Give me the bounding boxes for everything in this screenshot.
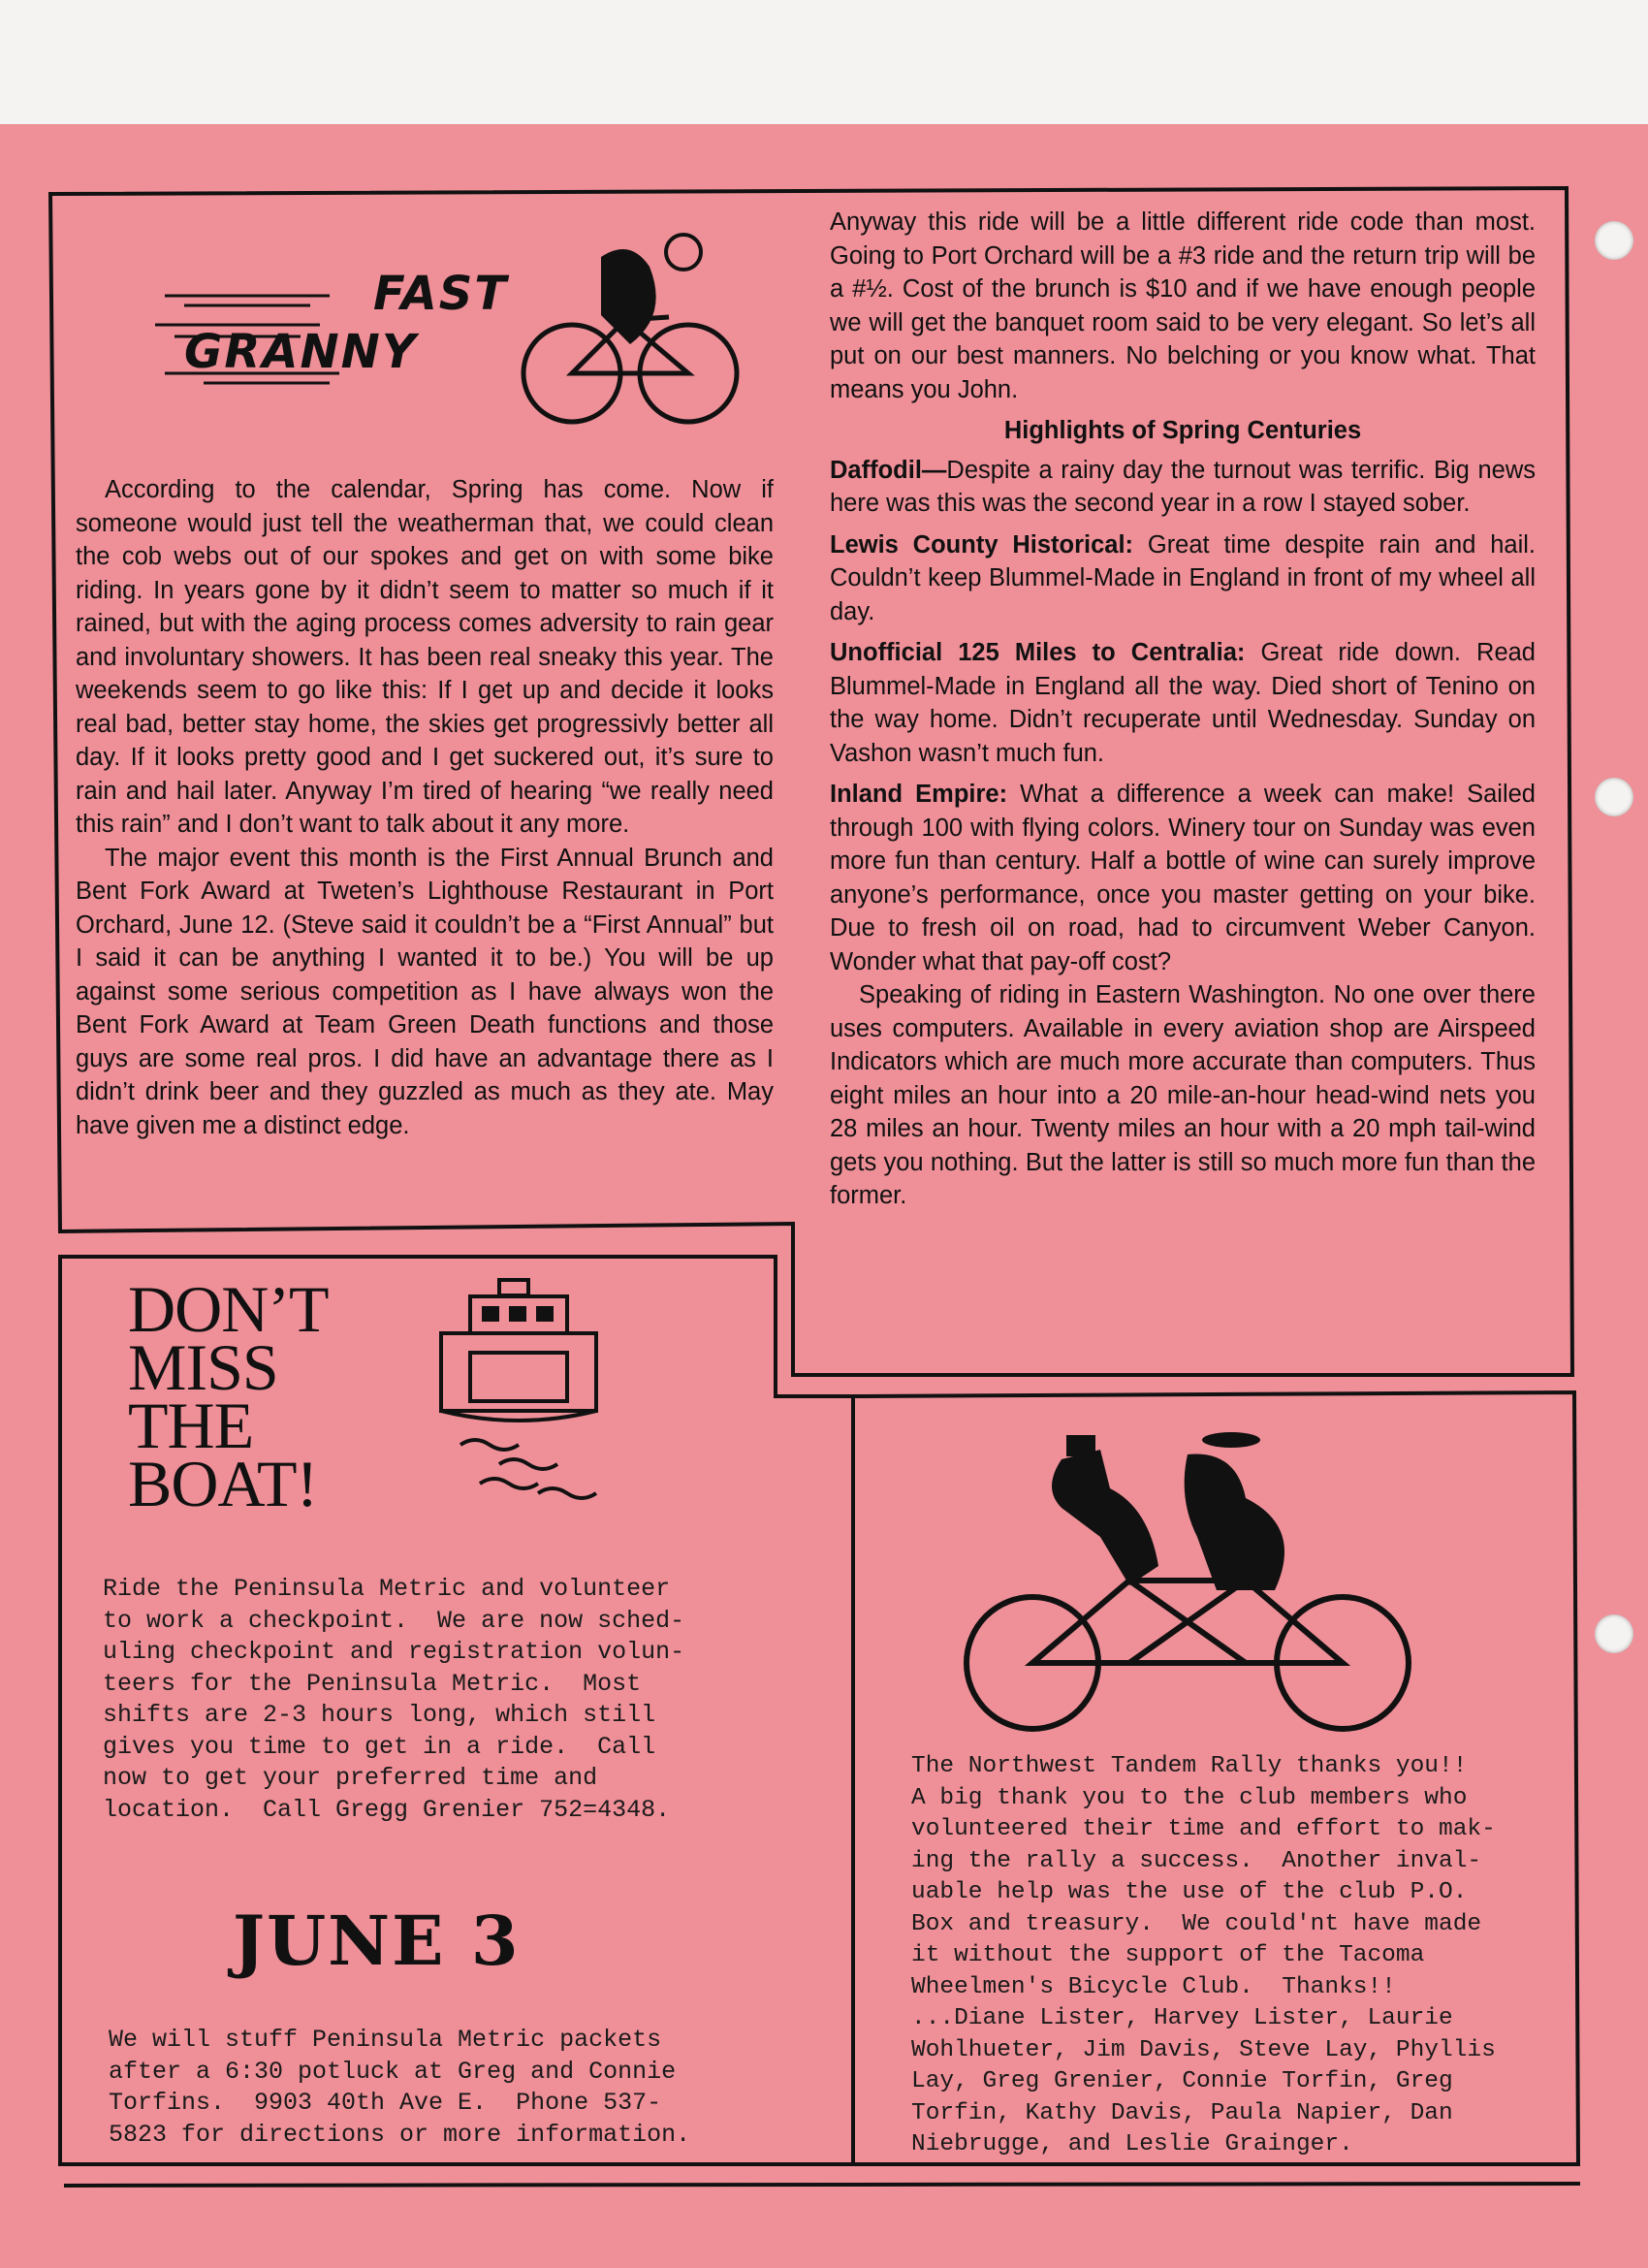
right-intro: Anyway this ride will be a little different ride code than most. Going to Port Orchard will be a #3 ride and the return trip will be a #½. Cost of the brunch is $10 and if we have enough people we will get the banquet room said to be very elegant. So let’s all put on our best manners. No belching or you know what. That means you John.	[830, 208, 1536, 403]
right-article	[830, 206, 1536, 1213]
tandem-bicycle-icon	[955, 1421, 1440, 1741]
boat-headline-line: DON’T	[128, 1272, 329, 1346]
boat-headline-line: MISS	[128, 1330, 278, 1404]
left-article	[76, 473, 774, 1142]
ferry-boat-icon	[431, 1275, 616, 1508]
logo-word-granny: GRANNY	[184, 325, 418, 379]
boat-headline	[128, 1272, 329, 1520]
logo-word-fast: FAST	[373, 267, 509, 321]
highlight-name: Inland Empire:	[830, 781, 1008, 808]
rider-silhouette	[601, 249, 656, 344]
june-3-heading: JUNE 3	[233, 1901, 521, 1981]
left-paragraph: The major event this month is the First Annual Brunch and Bent Fork Award at Tweten’s Lighthouse Restaurant in Port Orchard, June 12. (Steve said it couldn’t be a “First Annual” but I said it can be anything I wanted it to be.) You will be up against some serious competition as I have always won the Bent Fork Award at Team Green Death functions and those guys are some real pros. I did have an advantage there as I didn’t drink beer and they guzzled as much as they ate. May have given me a distinct edge.	[76, 844, 774, 1139]
rear-rider-silhouette	[1185, 1454, 1284, 1590]
highlight-name: Lewis County Historical:	[830, 530, 1134, 559]
tandem-thanks-text: The Northwest Tandem Rally thanks you!! A big thank you to the club members who volunteered their time and effort to mak- ing the rally a success. Another inval- uable help was the use of the club P.O. Box and treasury. We could'nt have made it without the support of the Tacoma Wheelmen's Bicycle Club. Thanks!! ...Diane Lister, Harvey Lister, Laurie Wohlhueter, Jim Davis, Steve Lay, Phyllis Lay, Greg Grenier, Connie Torfin, Greg Torfin, Kathy Davis, Paula Napier, Dan Niebrugge, and Leslie Grainger.	[911, 1753, 1496, 2157]
boat-headline-line: THE	[128, 1389, 254, 1462]
highlight-name: Daffodil—	[830, 456, 947, 484]
highlight-text: What a difference a week can make! Sailed through 100 with flying colors. Winery tour on Sunday was even more fun than century. Half a bottle of wine can surely improve anyone’s performance, once you master getting on your bike. Due to fresh oil on road, had to circumvent Weber Canyon. Wonder what that pay-off cost?	[830, 781, 1536, 975]
highlight-item	[830, 636, 1536, 770]
front-rider-silhouette	[1052, 1450, 1158, 1585]
right-closing: Speaking of riding in Eastern Washington. No one over there uses computers. Available in every aviation shop are Airspeed Indicators which are much more accurate than computers. Thus eight miles an hour into a 20 mile-an-hour head-wind nets you 28 miles an hour. Twenty miles an hour with a 20 mph tail-wind gets you nothing. But the latter is still so much more fun than the former.	[830, 981, 1536, 1209]
highlight-text: Great time despite rain and hail. Couldn’t keep Blummel-Made in England in front of my wheel all day.	[830, 530, 1537, 625]
highlight-name: Unofficial 125 Miles to Centralia:	[830, 639, 1246, 666]
boat-body-text: Ride the Peninsula Metric and volunteer to work a checkpoint. We are now sched- uling checkpoint and registration volun- teers for the Peninsula Metric. Most shifts are 2-3 hours long, which still gives you time to get in a ride. Call now to get your preferred time and location. Call Gregg Grenier 752=4348.	[103, 1575, 685, 1824]
highlight-item	[830, 454, 1536, 521]
june-3-body-text: We will stuff Peninsula Metric packets after a 6:30 potluck at Greg and Connie Torfins. 9903 40th Ave E. Phone 537- 5823 for directions or more information.	[109, 2026, 691, 2149]
highlight-text: Great ride down. Read Blummel-Made in England all the way. Died short of Tenino on the way home. Didn’t recuperate until Wednesday. Sunday on Vashon wasn’t much fun.	[830, 639, 1536, 767]
highlight-text: Despite a rainy day the turnout was terrific. Big news here was this was the second year in a row I stayed sober.	[830, 456, 1536, 517]
highlight-item	[830, 778, 1536, 978]
boat-headline-line: BOAT!	[128, 1447, 318, 1520]
left-paragraph: According to the calendar, Spring has come. Now if someone would just tell the weatherman that, we could clean the cob webs out of our spokes and get on with some bike riding. In years gone by it didn’t seem to matter so much if it rained, but with the aging process comes adversity to rain gear and involuntary showers. It has been real sneaky this year. The weekends seem to go like this: If I get up and decide it looks real bad, better stay home, the skies get progressivly better all day. If it looks pretty good and I get suckered out, it’s sure to rain and hail later. Anyway I’m tired of hearing “we really need this rain” and I don’t want to talk about it any more.	[76, 476, 774, 838]
highlights-title: Highlights of Spring Centuries	[1003, 417, 1362, 444]
highlight-item	[830, 528, 1536, 629]
bottom-rule	[64, 2184, 1580, 2186]
